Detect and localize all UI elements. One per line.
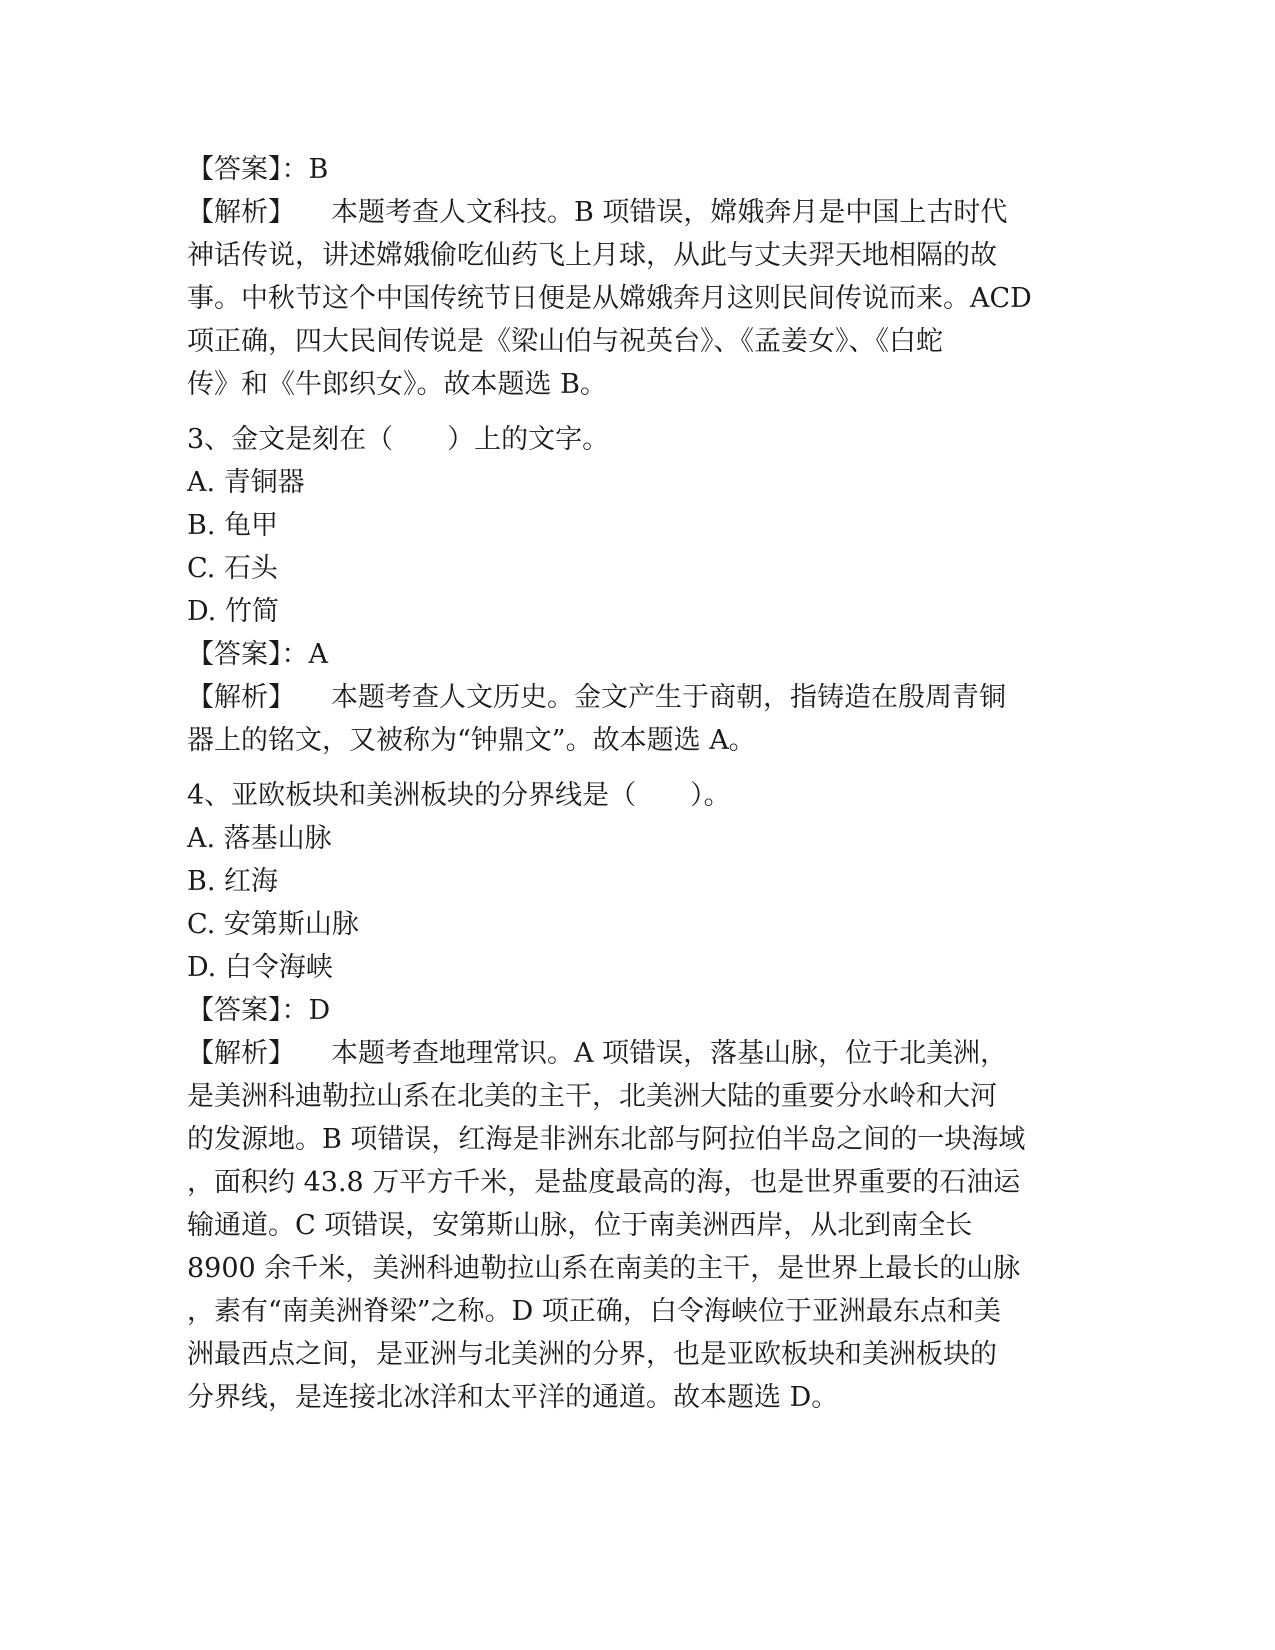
q4-analysis-line: 分界线，是连接北冰洋和太平洋的通道。故本题选 D。: [187, 1382, 839, 1413]
q2-analysis-line: 事。中秋节这个中国传统节日便是从嫦娥奔月这则民间传说而来。ACD: [187, 283, 1032, 314]
q4-analysis-label: 【解析】: [187, 1038, 295, 1069]
q4-analysis-line: ，素有“南美洲脊梁”之称。D 项正确，白令海峡位于亚洲最东点和美: [187, 1296, 1001, 1327]
q2-analysis-text: 本题考查人文科技。B 项错误，嫦娥奔月是中国上古时代: [331, 197, 1008, 228]
q2-analysis-line: [187, 191, 1087, 234]
q4-analysis-line: [187, 1032, 1087, 1075]
document-content: [187, 148, 1087, 1419]
q2-answer: 【答案】：B: [187, 154, 329, 185]
q4-question: 4、亚欧板块和美洲板块的分界线是（ ）。: [187, 780, 731, 811]
q2-analysis-label: 【解析】: [187, 197, 295, 228]
q4-option-c: C. 安第斯山脉: [187, 909, 359, 940]
q2-analysis-line: 传》和《牛郎织女》。故本题选 B。: [187, 369, 607, 400]
q3-analysis-text: 本题考查人文历史。金文产生于商朝，指铸造在殷周青铜: [331, 682, 1006, 713]
q4-analysis-line: 洲最西点之间，是亚洲与北美洲的分界，也是亚欧板块和美洲板块的: [187, 1339, 997, 1370]
q3-answer: 【答案】：A: [187, 639, 328, 670]
q4-analysis-line: 8900 余千米，美洲科迪勒拉山系在南美的主干，是世界上最长的山脉: [187, 1253, 1021, 1284]
q4-analysis-line: 的发源地。B 项错误，红海是非洲东北部与阿拉伯半岛之间的一块海域: [187, 1124, 1026, 1155]
q4-option-d: D. 白令海峡: [187, 952, 333, 983]
q4-answer: 【答案】：D: [187, 995, 331, 1026]
q3-analysis-line: 器上的铭文，又被称为“钟鼎文”。故本题选 A。: [187, 725, 756, 756]
q3-option-b: B. 龟甲: [187, 510, 279, 541]
q2-analysis-line: 神话传说，讲述嫦娥偷吃仙药飞上月球，从此与丈夫羿天地相隔的故: [187, 240, 997, 271]
q3-option-c: C. 石头: [187, 553, 278, 584]
q4-option-b: B. 红海: [187, 866, 279, 897]
q4-analysis-line: 输通道。C 项错误，安第斯山脉，位于南美洲西岸，从北到南全长: [187, 1210, 973, 1241]
q3-question: 3、金文是刻在（ ）上的文字。: [187, 424, 610, 455]
q2-analysis-line: 项正确，四大民间传说是《梁山伯与祝英台》、《孟姜女》、《白蛇: [187, 326, 943, 357]
q4-analysis-line: ，面积约 43.8 万平方千米，是盐度最高的海，也是世界重要的石油运: [187, 1167, 1021, 1198]
q4-analysis-text: 本题考查地理常识。A 项错误，落基山脉，位于北美洲，: [331, 1038, 1008, 1069]
q4-option-a: A. 落基山脉: [187, 823, 332, 854]
q4-analysis-line: 是美洲科迪勒拉山系在北美的主干，北美洲大陆的重要分水岭和大河: [187, 1081, 997, 1112]
q3-option-d: D. 竹简: [187, 596, 279, 627]
q3-option-a: A. 青铜器: [187, 467, 305, 498]
q3-analysis-line: [187, 676, 1087, 719]
q3-analysis-label: 【解析】: [187, 682, 295, 713]
